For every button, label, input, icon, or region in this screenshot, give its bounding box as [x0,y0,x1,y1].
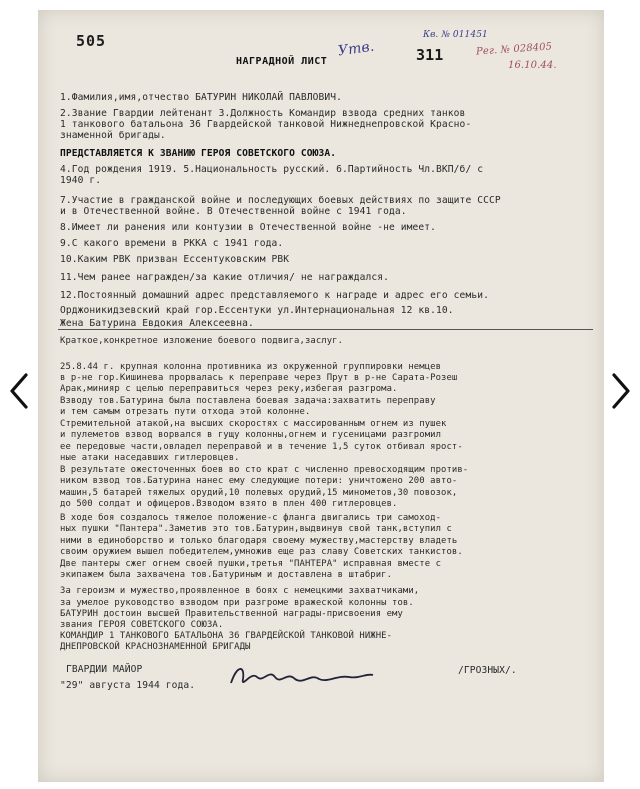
document-line: 4.Год рождения 1919. 5.Национальность русский. 6.Партийность Чл.ВКП/б/ с [60,164,484,175]
document-line: 7.Участие в гражданской войне и последующих боевых действиях по защите СССР [60,195,501,206]
document-line: Арак,минияр с целью переправиться через реку,избегая разгрома. [60,384,398,394]
signature-scribble-icon [227,661,377,693]
chevron-right-icon [606,371,636,411]
next-page-button[interactable] [606,371,636,411]
document-line: ДНЕПРОВСКОЙ КРАСНОЗНАМЕННОЙ БРИГАДЫ [60,642,251,652]
document-line: Взводу тов.Батурина была поставлена боевая задача:захватить переправу [60,396,436,406]
document-line: экипажем была захвачена тов.Батуриным и доставлена в штабриг. [60,570,393,580]
handwritten-approval: Утв. [336,38,376,60]
document-line: За героизм и мужество,проявленное в боях с немецкими захватчиками, [60,586,420,596]
document-line: КОМАНДИР 1 ТАНКОВОГО БАТАЛЬОНА 36 ГВАРДЕЙСКОЙ ТАНКОВОЙ НИЖНЕ- [60,631,393,641]
document-line: Орджоникидзевский край гор.Ессентуки ул.Интернациональная 12 кв.10. [60,305,454,316]
document-line: звания ГЕРОЯ СОВЕТСКОГО СОЮЗА. [60,620,224,630]
prev-page-button[interactable] [4,371,34,411]
document-line: 12.Постоянный домашний адрес представляемого к награде и адрес его семьи. [60,290,489,301]
handwritten-date-top: 16.10.44. [508,60,557,71]
document-line: 2.Звание Гвардии лейтенант 3.Должность Командир взвода средних танков [60,108,466,119]
document-line: 8.Имеет ли ранения или контузии в Отечественной войне -не имеет. [60,222,437,233]
document-line: и тем самым отрезать пути отхода этой колонне. [60,407,311,417]
document-line: ними в единоборство и только благодаря своему мужеству,мастерству владеть [60,536,458,546]
signature [227,661,377,697]
document-line: до 500 солдат и офицеров.Взводом взято в плен 400 гитлеровцев. [60,499,398,509]
document-page [38,10,604,782]
document-line: 1 танкового батальона 36 Гвардейской танковой Нижнеднепровской Красно- [60,119,472,130]
document-line: Краткое,конкретное изложение боевого подвига,заслуг. [60,336,344,346]
page-number: 505 [76,32,107,50]
document-line: знаменной бригады. [60,130,166,141]
document-line: ником взвод тов.Батурина нанес ему следующие потери: уничтожено 200 авто- [60,476,458,486]
number-311: 311 [416,46,444,64]
document-line: 11.Чем ранее награжден/за какие отличия/ не награждался. [60,272,390,283]
document-line: и в Отечественной войне. В Отечественной войне с 1941 года. [60,206,407,217]
document-line: за умелое руководство взводом при разгроме вражеской колонны тов. [60,598,414,608]
document-line: ные атаки наседавших гитлеровцев. [60,453,240,463]
chevron-left-icon [4,371,34,411]
document-line: 1940 г. [60,175,102,186]
document-line: 10.Каким РВК призван Ессентуковским РВК [60,254,290,265]
handwritten-reg-number: Рег. № 028405 [475,41,553,58]
document-line: в р-не гор.Кишинева прорвалась к переправе через Прут в р-не Сарата-Розеш [60,373,458,383]
document-line: Стремительной атакой,на высших скоростях с массированным огнем из пушек [60,419,447,429]
handwritten-kv-number: Кв. № 011451 [423,30,488,40]
document-line: своим оружием вышел победителем,умножив еще раз славу Советских танкистов. [60,547,463,557]
document-line: ных пушки "Пантера".Заметив это тов.Батурин,выдвинув свой танк,вступил с [60,524,452,534]
document-line: 1.Фамилия,имя,отчество БАТУРИН НИКОЛАЙ ПАВЛОВИЧ. [60,92,343,103]
document-line: "29" августа 1944 года. [60,680,196,691]
document-title: НАГРАДНОЙ ЛИСТ [236,56,328,67]
section-divider [58,329,593,330]
document-line: Жена Батурина Евдокия Алексеевна. [60,318,254,329]
document-line: 9.С какого времени в РККА с 1941 года. [60,238,284,249]
document-line: ПРЕДСТАВЛЯЕТСЯ К ЗВАНИЮ ГЕРОЯ СОВЕТСКОГО СОЮЗА. [60,148,337,159]
document-line: ее передовые части,овладел переправой и в течение 1,5 суток отбивал ярост- [60,442,463,452]
document-line: 25.8.44 г. крупная колонна противника из окруженной группировки немцев [60,362,442,372]
document-line: машин,5 батарей тяжелых орудий,10 полевых орудий,15 минометов,30 повозок, [60,488,458,498]
document-line: Две пантеры сжег огнем своей пушки,третья "ПАНТЕРА" исправная вместе с [60,559,442,569]
document-line: и пулеметов взвод ворвался в гущу колонны,огнем и гусеницами разгромил [60,430,442,440]
document-line: В ходе боя создалось тяжелое положение-с фланга двигались три самоход- [60,513,442,523]
document-line: В результате ожесточенных боев во сто крат с численно превосходящим против- [60,465,469,475]
document-line: ГВАРДИИ МАЙОР [66,664,143,675]
document-line: БАТУРИН достоин высшей Правительственной награды-присвоения ему [60,609,403,619]
document-line: /ГРОЗНЫХ/. [458,665,517,676]
